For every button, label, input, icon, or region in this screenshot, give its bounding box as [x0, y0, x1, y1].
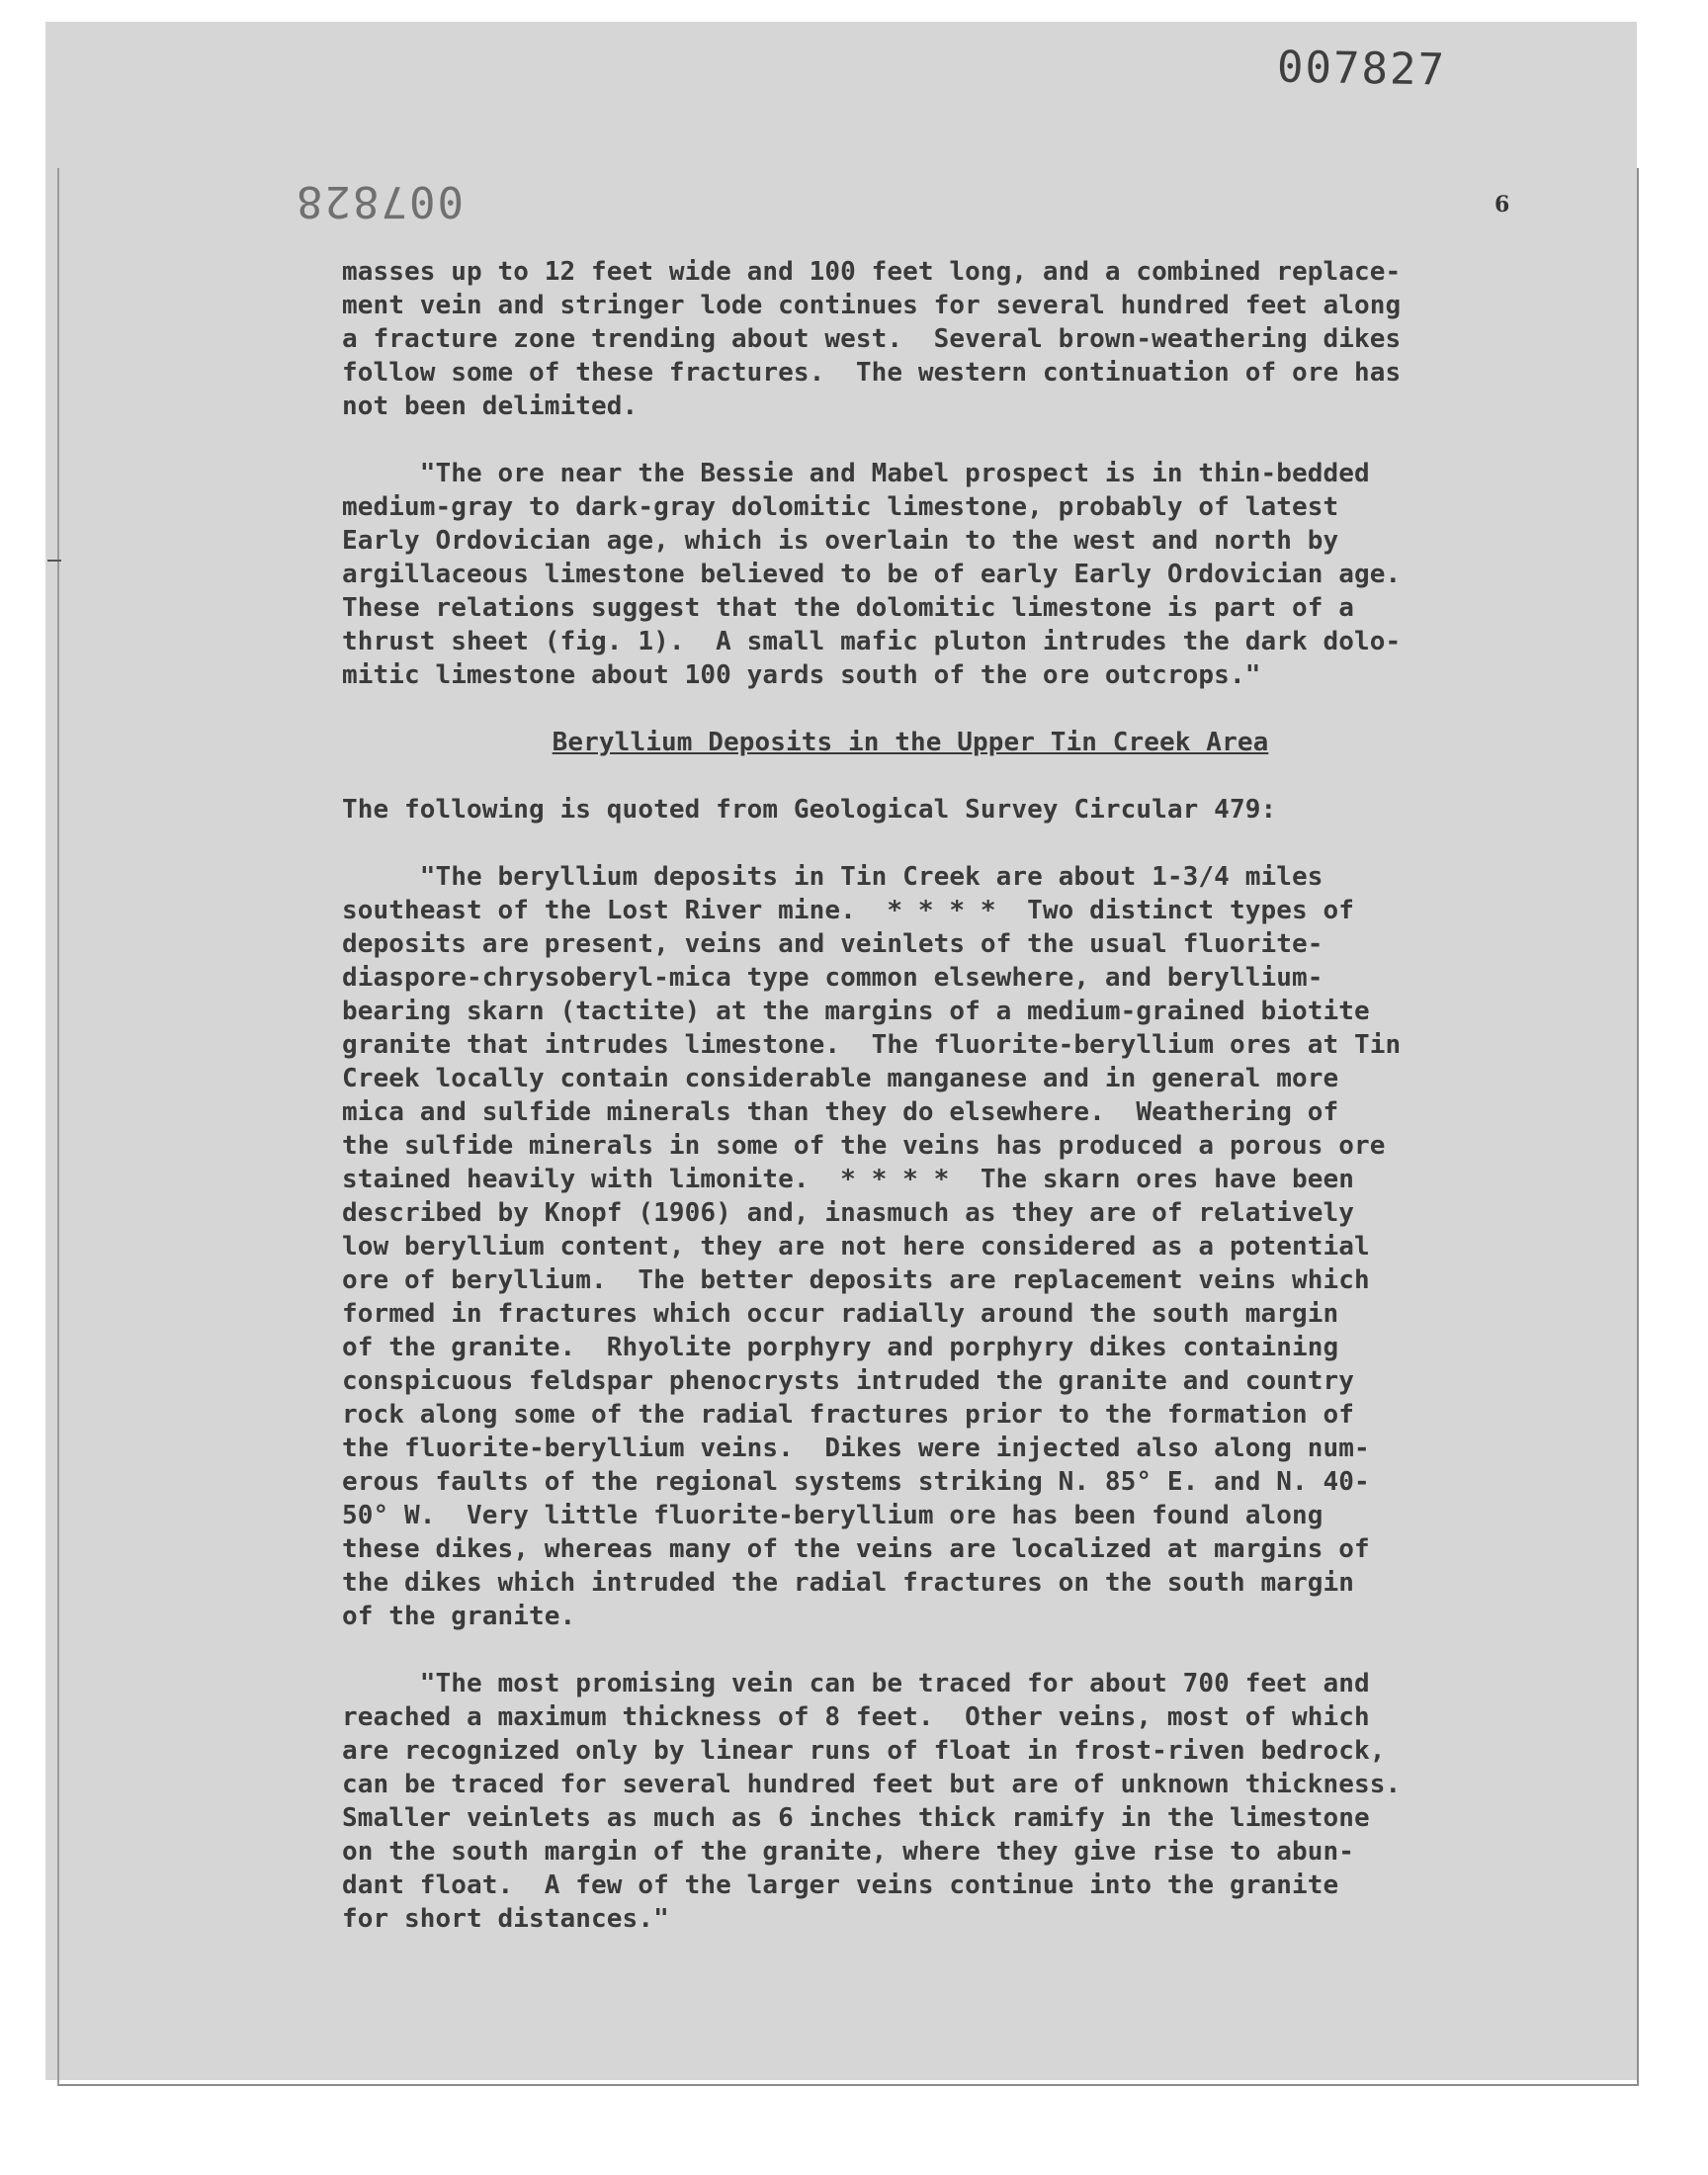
text-line: low beryllium content, they are not here considered as a potential	[342, 1232, 1370, 1262]
text-line: masses up to 12 feet wide and 100 feet long, and a combined replace-	[342, 257, 1402, 287]
page-number: 6	[1494, 192, 1510, 218]
margin-mark	[47, 560, 61, 562]
text-line: medium-gray to dark-gray dolomitic limestone, probably of latest	[342, 492, 1339, 522]
document-stamp-top: 007827	[1276, 42, 1447, 96]
text-line: "The most promising vein can be traced for about 700 feet and	[342, 1669, 1370, 1698]
text-line: southeast of the Lost River mine. * * * * Two distinct types of	[342, 896, 1354, 925]
text-line: ore of beryllium. The better deposits are replacement veins which	[342, 1265, 1370, 1295]
text-line: mitic limestone about 100 yards south of the ore outcrops."	[342, 660, 1261, 690]
document-body	[342, 255, 1479, 1969]
text-line: granite that intrudes limestone. The fluorite-beryllium ores at Tin	[342, 1030, 1402, 1060]
text-line: the dikes which intruded the radial fractures on the south margin	[342, 1568, 1354, 1598]
document-stamp-rotated: 007828	[295, 176, 464, 226]
scan-margin	[0, 2106, 1708, 2175]
text-line: ment vein and stringer lode continues for several hundred feet along	[342, 291, 1402, 320]
text-line: stained heavily with limonite. * * * * The skarn ores have been	[342, 1165, 1354, 1194]
text-line: described by Knopf (1906) and, inasmuch as they are of relatively	[342, 1198, 1354, 1228]
text-line: argillaceous limestone believed to be of early Early Ordovician age.	[342, 560, 1402, 589]
paragraph-bessie-mabel	[342, 457, 1479, 692]
text-line: for short distances."	[342, 1904, 669, 1934]
text-line: rock along some of the radial fractures prior to the formation of	[342, 1400, 1354, 1430]
text-line: can be traced for several hundred feet but are of unknown thickness.	[342, 1770, 1402, 1799]
text-line: Creek locally contain considerable manganese and in general more	[342, 1064, 1339, 1093]
text-line: of the granite. Rhyolite porphyry and porphyry dikes containing	[342, 1333, 1339, 1362]
text-line: of the granite.	[342, 1602, 576, 1631]
text-line: diaspore-chrysoberyl-mica type common elsewhere, and beryllium-	[342, 963, 1324, 993]
text-line: Early Ordovician age, which is overlain to the west and north by	[342, 526, 1339, 556]
text-line: dant float. A few of the larger veins continue into the granite	[342, 1870, 1339, 1900]
text-line: Smaller veinlets as much as 6 inches thick ramify in the limestone	[342, 1803, 1370, 1833]
text-line: not been delimited.	[342, 392, 639, 421]
text-line: "The ore near the Bessie and Mabel prospect is in thin-bedded	[342, 459, 1370, 488]
text-line: bearing skarn (tactite) at the margins of a medium-grained biotite	[342, 997, 1370, 1026]
text-line: "The beryllium deposits in Tin Creek are about 1-3/4 miles	[342, 862, 1324, 892]
text-line: erous faults of the regional systems striking N. 85° E. and N. 40-	[342, 1467, 1370, 1497]
text-line: reached a maximum thickness of 8 feet. Other veins, most of which	[342, 1702, 1370, 1732]
paragraph-promising-vein	[342, 1667, 1479, 1936]
text-line: are recognized only by linear runs of float in frost-riven bedrock,	[342, 1736, 1386, 1766]
text-line: formed in fractures which occur radially around the south margin	[342, 1299, 1339, 1329]
text-line: 50° W. Very little fluorite-beryllium ore has been found along	[342, 1501, 1324, 1530]
text-line: deposits are present, veins and veinlets of the usual fluorite-	[342, 929, 1324, 959]
text-line: the sulfide minerals in some of the veins has produced a porous ore	[342, 1131, 1386, 1161]
text-line: mica and sulfide minerals than they do elsewhere. Weathering of	[342, 1097, 1339, 1127]
text-line: the fluorite-beryllium veins. Dikes were injected also along num-	[342, 1434, 1370, 1463]
intro-line: The following is quoted from Geological Survey Circular 479:	[342, 795, 1277, 825]
text-line: a fracture zone trending about west. Several brown-weathering dikes	[342, 324, 1402, 354]
text-line: conspicuous feldspar phenocrysts intruded the granite and country	[342, 1366, 1354, 1396]
section-heading: Beryllium Deposits in the Upper Tin Creek Area	[552, 728, 1269, 757]
paragraph-continuation	[342, 255, 1479, 423]
text-line: these dikes, whereas many of the veins are localized at margins of	[342, 1534, 1370, 1564]
text-line: thrust sheet (fig. 1). A small mafic pluton intrudes the dark dolo-	[342, 627, 1402, 656]
text-line: on the south margin of the granite, where they give rise to abun-	[342, 1837, 1354, 1867]
text-line: follow some of these fractures. The western continuation of ore has	[342, 358, 1402, 388]
paragraph-beryllium-deposits	[342, 860, 1479, 1633]
text-line: These relations suggest that the dolomitic limestone is part of a	[342, 593, 1354, 623]
